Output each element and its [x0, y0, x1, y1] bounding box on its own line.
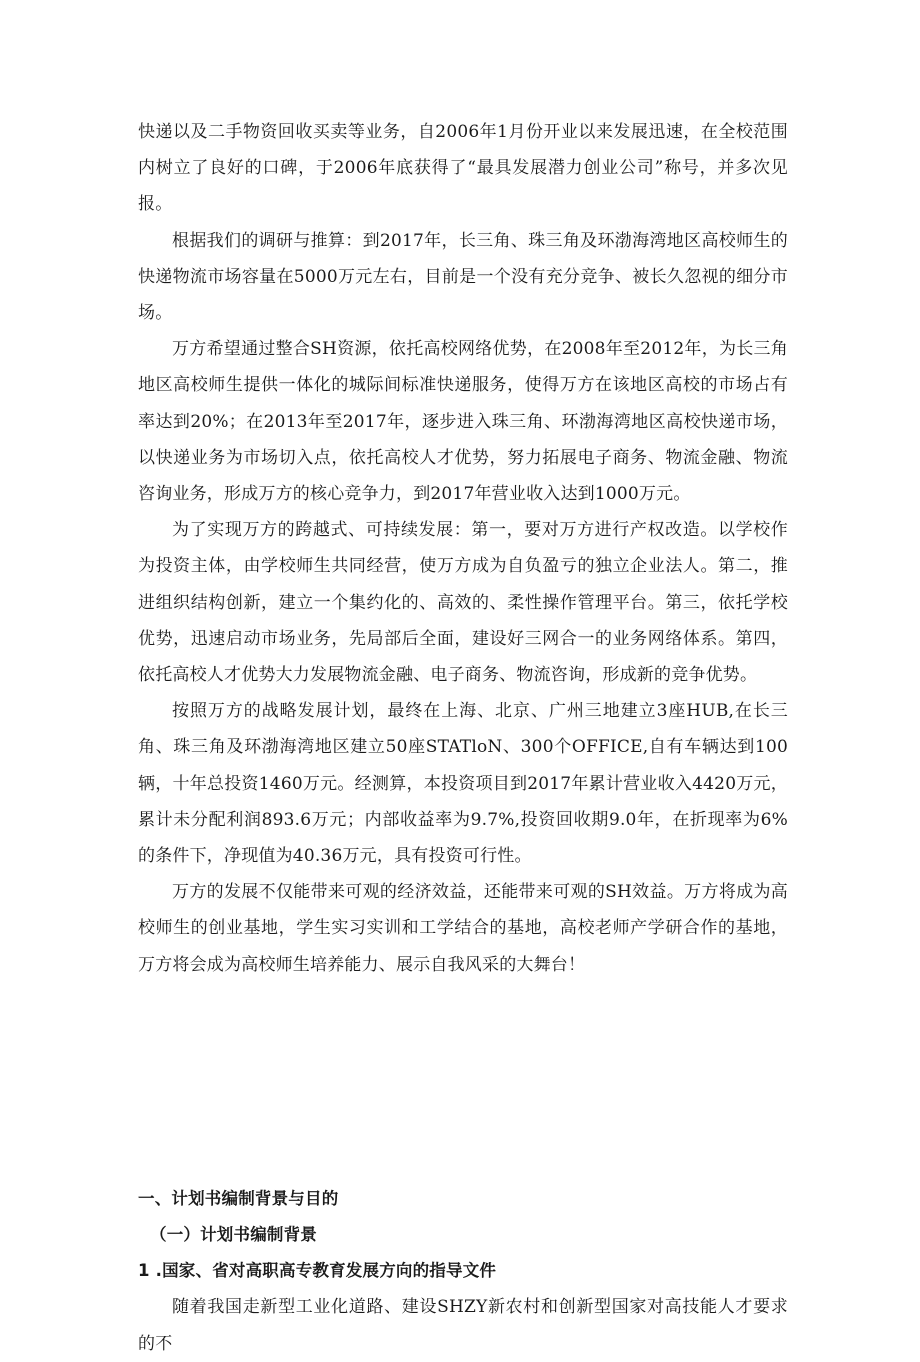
subsection-heading: （一）计划书编制背景	[150, 1225, 317, 1245]
paragraph-benefits: 万方的发展不仅能带来可观的经济效益，还能带来可观的SH效益。万方将成为高校师生的创业基地，学生实习实训和工学结合的基地，高校老师产学研合作的基地，万方将会成为高校师生培养能力、展示自我风采的大舞台！	[138, 882, 788, 975]
document-page	[138, 114, 788, 1362]
paragraph-investment-plan: 按照万方的战略发展计划，最终在上海、北京、广州三地建立3座HUB,在长三角、珠三角及环渤海湾地区建立50座STATloN、300个OFFICE,自有车辆达到100辆，十年总投资1460万元。经测算，本投资项目到2017年累计营业收入4420万元，累计未分配利润893.6万元；内部收益率为9.7%,投资回收期9.0年，在折现率为6%的条件下，净现值为40.36万元，具有投资可行性。	[138, 701, 788, 867]
section-heading: 一、计划书编制背景与目的	[138, 1188, 339, 1208]
paragraph-market-research: 根据我们的调研与推算：到2017年，长三角、珠三角及环渤海湾地区高校师生的快递物流市场容量在5000万元左右，目前是一个没有充分竞争、被长久忽视的细分市场。	[138, 230, 788, 324]
paragraph-background: 随着我国走新型工业化道路、建设SHZY新农村和创新型国家对高技能人才要求的不	[138, 1297, 788, 1354]
item-heading: 1 .国家、省对高职高专教育发展方向的指导文件	[138, 1261, 497, 1281]
section-spacer	[138, 983, 788, 1181]
paragraph-strategy: 万方希望通过整合SH资源，依托高校网络优势，在2008年至2012年，为长三角地区高校师生提供一体化的城际间标准快递服务，使得万方在该地区高校的市场占有率达到20%；在2013年至2017年，逐步进入珠三角、环渤海湾地区高校快递市场，以快递业务为市场切入点，依托高校人才优势，努力拓展电子商务、物流金融、物流咨询业务，形成万方的核心竞争力，到2017年营业收入达到1000万元。	[138, 339, 788, 505]
paragraph-continuation: 快递以及二手物资回收买卖等业务，自2006年1月份开业以来发展迅速，在全校范围内树立了良好的口碑，于2006年底获得了“最具发展潜力创业公司”称号，并多次见报。	[138, 122, 788, 215]
paragraph-development-steps: 为了实现万方的跨越式、可持续发展：第一，要对万方进行产权改造。以学校作为投资主体，由学校师生共同经营，使万方成为自负盈亏的独立企业法人。第二，推进组织结构创新，建立一个集约化的、高效的、柔性操作管理平台。第三，依托学校优势，迅速启动市场业务，先局部后全面，建设好三网合一的业务网络体系。第四，依托高校人才优势大力发展物流金融、电子商务、物流咨询，形成新的竞争优势。	[138, 520, 788, 686]
